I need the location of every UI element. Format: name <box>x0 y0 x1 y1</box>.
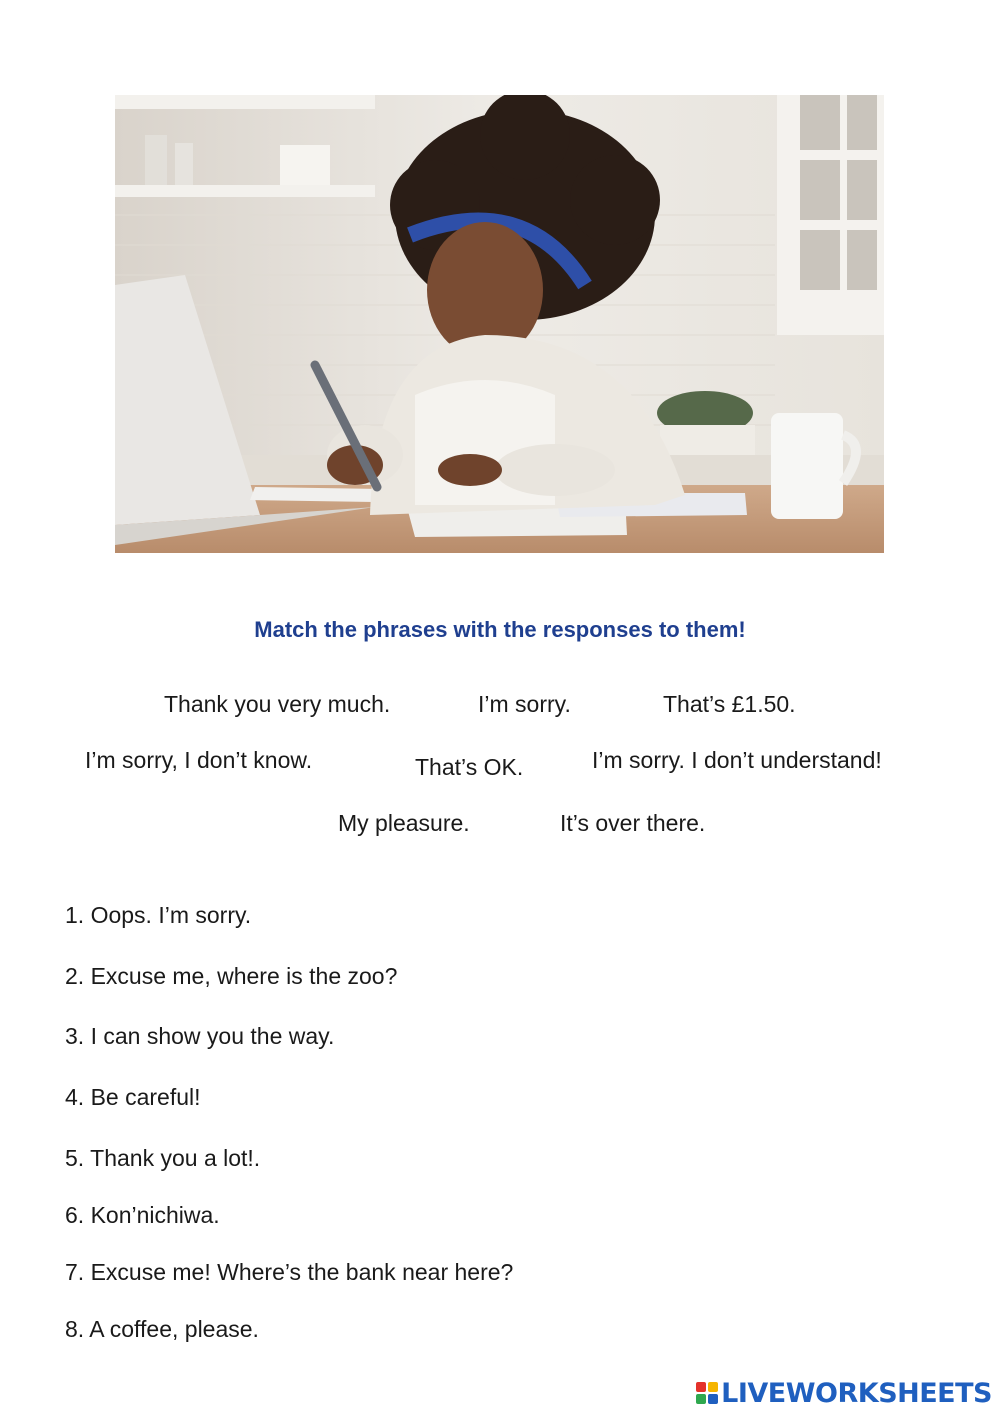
response-option: Thank you very much. <box>164 691 391 717</box>
response-option: I’m sorry. I don’t understand! <box>592 747 882 773</box>
phrase-item: 7. Excuse me! Where’s the bank near here? <box>65 1259 514 1285</box>
response-option: That’s £1.50. <box>663 691 796 717</box>
liveworksheets-logo[interactable] <box>696 1378 992 1408</box>
phrase-item: 2. Excuse me, where is the zoo? <box>65 963 398 989</box>
worksheet-photo <box>115 95 884 553</box>
phrase-item: 4. Be careful! <box>65 1084 201 1110</box>
logo-text: LIVEWORKSHEETS <box>721 1377 992 1409</box>
response-option: That’s OK. <box>415 754 524 780</box>
girl-studying-illustration <box>115 95 884 553</box>
phrase-item: 5. Thank you a lot!. <box>65 1145 261 1171</box>
response-option: I’m sorry. <box>478 691 571 717</box>
phrase-item: 6. Kon’nichiwa. <box>65 1202 220 1228</box>
phrase-item: 3. I can show you the way. <box>65 1023 335 1049</box>
response-option: I’m sorry, I don’t know. <box>85 747 313 773</box>
liveworksheets-mark-icon <box>696 1382 718 1404</box>
response-option: My pleasure. <box>338 810 470 836</box>
response-option: It’s over there. <box>560 810 706 836</box>
phrase-item: 1. Oops. I’m sorry. <box>65 902 252 928</box>
phrase-item: 8. A coffee, please. <box>65 1316 259 1342</box>
worksheet-title: Match the phrases with the responses to them! <box>254 617 746 642</box>
